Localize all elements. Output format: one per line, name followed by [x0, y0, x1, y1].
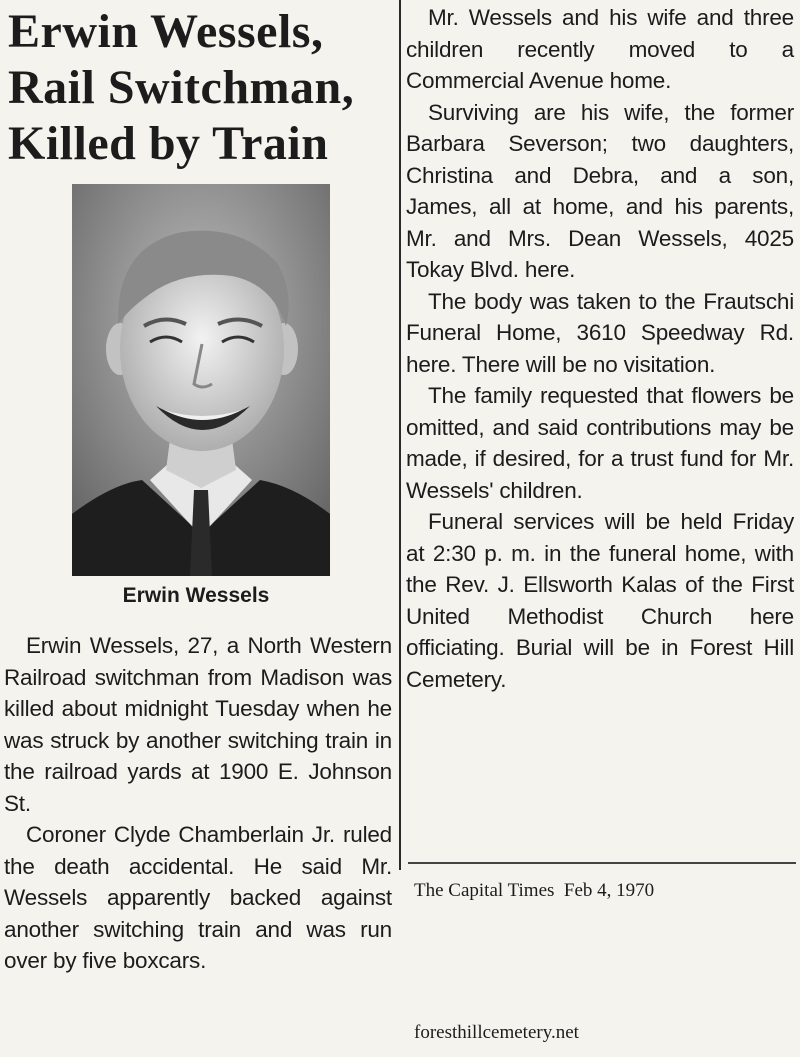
right-article-body	[406, 2, 794, 695]
article-paragraph: Erwin Wessels, 27, a North Western Railroad switchman from Madison was killed about midnight Tuesday when he was struck by another switching train in the railroad yards at 1900 E. Johnson St.	[4, 633, 392, 816]
article-paragraph: Funeral services will be held Friday at 2:30 p. m. in the funeral home, with the Rev. J. Ellsworth Kalas of the First United Methodist Church here officiating. Burial will be in Forest Hill Cemetery.	[406, 509, 794, 692]
website-credit: foresthillcemetery.net	[414, 1022, 579, 1043]
headline-line-3: Killed by Train	[8, 117, 329, 170]
headline	[8, 4, 396, 172]
article-paragraph: The family requested that flowers be omitted, and said contributions may be made, if desired, for a trust fund for Mr. Wessels' children.	[406, 383, 794, 503]
headline-line-2: Rail Switchman,	[8, 61, 355, 114]
article-paragraph: Mr. Wessels and his wife and three children recently moved to a Commercial Avenue home.	[406, 5, 794, 93]
article-paragraph: The body was taken to the Frautschi Funeral Home, 3610 Speedway Rd. here. There will be no visitation.	[406, 288, 794, 377]
photo-caption: Erwin Wessels	[122, 584, 270, 607]
headline-line-1: Erwin Wessels,	[8, 5, 324, 58]
portrait-image	[72, 184, 330, 576]
source-citation: The Capital Times Feb 4, 1970	[414, 880, 655, 901]
column-divider	[399, 0, 401, 870]
portrait-photo	[72, 184, 330, 576]
article-paragraph: Coroner Clyde Chamberlain Jr. ruled the death accidental. He said Mr. Wessels apparently backed against another switching train and was run over by five boxcars.	[4, 822, 392, 973]
article-end-rule	[408, 862, 796, 864]
article-paragraph: Surviving are his wife, the former Barbara Severson; two daughters, Christina and Debra, and a son, James, all at home, and his parents, Mr. and Mrs. Dean Wessels, 4025 Tokay Blvd. here.	[406, 99, 794, 282]
left-article-body	[4, 630, 392, 977]
